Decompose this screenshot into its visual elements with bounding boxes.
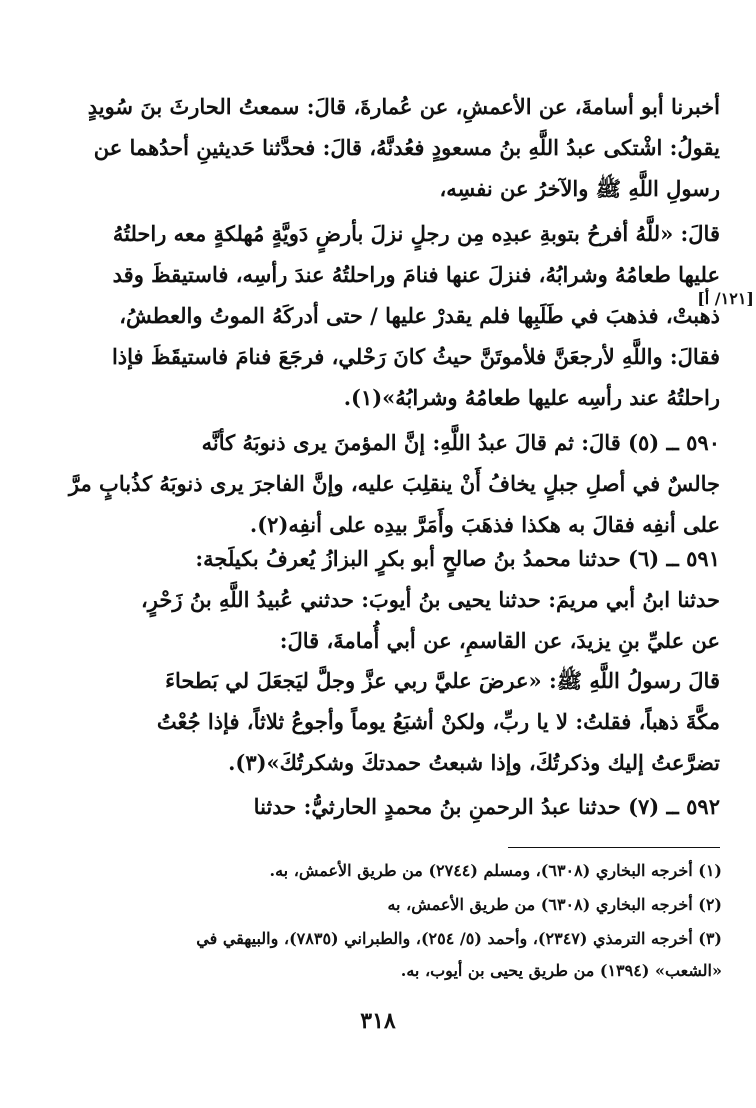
text-line: على أنفِه فقالَ به هكذا فذهَبَ وأَمَرَّ بيدِه على أنفِه(٢). (249, 512, 720, 537)
text-line: راحلتُهُ عند رأسِه عليها طعامُهُ وشرابُهُ»(١). (343, 385, 720, 410)
text-line: عن عليِّ بنِ يزيدَ، عن القاسمِ، عن أبي أُمامةَ، قالَ: (279, 628, 720, 653)
intro-paragraph (58, 86, 720, 209)
footnote-3: (٣) أخرجه الترمذي (٢٣٤٧)، وأحمد (٥/ ٢٥٤)، والطبراني (٧٨٣٥)، والبيهقي في (196, 929, 722, 948)
text-line: مكَّةَ ذهباً، فقلتُ: لا يا ربِّ، ولكنْ أشبَعُ يوماً وأجوعُ ثلاثاً، فإذا جُعْتُ (156, 709, 720, 734)
margin-reference: [١٢١/ أ] (697, 289, 754, 308)
paragraph-592 (58, 786, 720, 827)
text-line: ٥٩١ ــ (٦) حدثنا محمدُ بنُ صالحٍ أبو بكرٍ البزازُ يُعرفُ بكيلَجة: (195, 546, 720, 571)
text-line: قالَ رسولُ اللَّهِ ﷺ: «عرضَ عليَّ ربي عزَّ وجلَّ ليَجعَلَ لي بَطحاءَ (165, 668, 720, 693)
text-line: قالَ: «للَّهُ أفرحُ بتوبةِ عبدِه مِن رجلٍ نزلَ بأرضٍ دَويَّةٍ مُهلكةٍ معه راحلتُهُ (112, 221, 720, 246)
text-line: حدثنا ابنُ أبي مريمَ: حدثنا يحيى بنُ أيوبَ: حدثني عُبيدُ اللَّهِ بنُ زَحْرٍ، (141, 587, 720, 612)
text-line: يقولُ: اشْتكى عبدُ اللَّهِ بنُ مسعودٍ فعُدنَّهُ، قالَ: فحدَّثنا حَديثينِ أحدُهما عن (93, 135, 720, 160)
text-line: تضرَّعتُ إليك وذكرتُكَ، وإذا شبعتُ حمدتكَ وشكرتُكَ»(٣). (228, 750, 720, 775)
footnote-3-continued: «الشعب» (١٣٩٤) من طريق يحيى بن أيوب، به. (400, 961, 722, 980)
text-line: جالسٌ في أصلِ جبلٍ يخافُ أَنْ ينقلِبَ عليه، وإنَّ الفاجرَ يرى ذنوبَهُ كذُبابٍ مرَّ (68, 471, 720, 496)
hadith2-paragraph (58, 660, 720, 783)
text-line: ٥٩٠ ــ (٥) قالَ: ثم قالَ عبدُ اللَّهِ: إنَّ المؤمنَ يرى ذنوبَهُ كأنَّه (201, 430, 720, 455)
text-line: رسولِ اللَّهِ ﷺ والآخرُ عن نفسِه، (439, 176, 720, 201)
paragraph-591 (58, 538, 720, 661)
footnote-1: (١) أخرجه البخاري (٦٣٠٨)، ومسلم (٢٧٤٤) من طريق الأعمش، به. (269, 861, 722, 880)
text-line: ذهبتْ، فذهبَ في طَلَبِها فلم يقدرْ عليها / حتى أدركَهُ الموتُ والعطشُ، (119, 303, 720, 328)
text-line: ٥٩٢ ــ (٧) حدثنا عبدُ الرحمنِ بنُ محمدٍ الحارثيُّ: حدثنا (253, 794, 720, 819)
paragraph-590 (58, 422, 720, 545)
text-line: عليها طعامُهُ وشرابُهُ، فنزلَ عنها فنامَ وراحلتُهُ عندَ رأسِه، فاستيقظَ وقد (112, 262, 720, 287)
footnote-divider (508, 847, 720, 848)
text-line: فقالَ: واللَّهِ لأرجعَنَّ فلأموتَنَّ حيثُ كانَ رَحْلي، فرجَعَ فنامَ فاستيقَظَ فإذا (111, 344, 720, 369)
text-line: أخبرنا أبو أسامةَ، عن الأعمشِ، عن عُمارةَ، قالَ: سمعتُ الحارثَ بنَ سُويدٍ (87, 94, 720, 119)
footnote-2: (٢) أخرجه البخاري (٦٣٠٨) من طريق الأعمش، به (387, 895, 722, 914)
page-number: ٣١٨ (360, 1008, 396, 1034)
hadith-paragraph (58, 213, 720, 418)
